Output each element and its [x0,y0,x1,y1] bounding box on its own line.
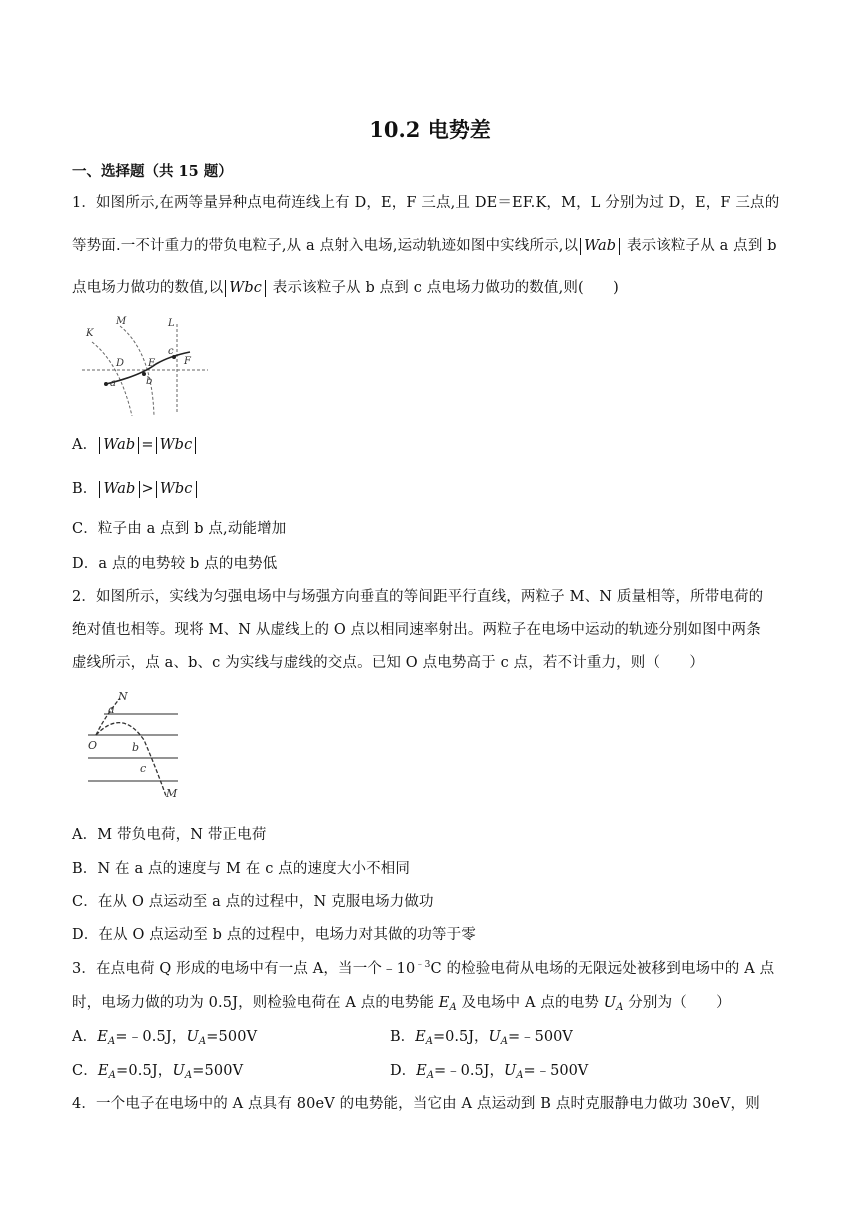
trajectory-m [96,723,166,796]
label-c2: c [140,762,147,775]
point-a [104,382,108,386]
label-d: D [116,358,125,369]
q3-option-a[interactable]: A．$E_A=﹣0.5J$，$U_A=500V$ [72,1029,258,1047]
q2-line-1: 2．如图所示，实线为匀强电场中与场强方向垂直的等间距平行直线，两粒子 M、N 质量相等，所带电荷的 [72,589,764,605]
q1-option-b-prefix: B． [72,481,98,497]
q1-line-2b: 表示该粒子从 a 点到 b [626,238,777,254]
q1-line-2a: 等势面.一不计重力的带负电粒子,从 a 点射入电场,运动轨迹如图中实线所示,以 [72,238,579,254]
q3-option-b[interactable]: B．$E_A=0.5J$，$U_A=﹣500V$ [390,1029,573,1047]
label-e: E [148,358,156,369]
page-title: 10.2 电势差 [369,117,491,142]
q2-option-a[interactable]: A．M 带负电荷，N 带正电荷 [72,827,267,843]
q3-line-1 [72,957,774,978]
wab-abs: Wab [580,238,620,255]
q3-line-2: 时，电场力做的功为 0.5J，则检验电荷在 A 点的电势能 $E_A$ 及电场中 A 点的电势 $U_A$ 分别为（ ） [72,995,731,1013]
q1-option-c[interactable]: C．粒子由 a 点到 b 点,动能增加 [72,521,287,537]
section-heading: 一、选择题（共 15 题） [72,163,233,180]
label-m: M [116,316,127,327]
wbc-abs: Wbc [225,280,266,297]
label-c: c [168,346,174,357]
q3-line-1a: 3．在点电荷 Q 形成的电场中有一点 A，当一个﹣10 [72,961,416,977]
label-m2: M [166,787,178,800]
label-a2: a [108,703,115,716]
q1-line-2 [72,234,777,255]
q1-option-a-relation: = [141,437,154,453]
q1-option-b-relation: > [141,481,154,497]
q1-option-b-wbc: Wbc [156,481,197,498]
label-b: b [146,376,153,387]
label-o: O [88,739,98,752]
q1-line-3 [72,276,619,297]
label-b2: b [132,741,140,754]
q1-option-b-wab: Wab [99,481,139,498]
q3-exponent: ﹣3 [415,960,431,970]
q3-option-c[interactable]: C．$E_A=0.5J$，$U_A=500V$ [72,1063,244,1081]
q1-option-b[interactable] [72,477,199,498]
q1-option-a-wab: Wab [99,437,139,454]
q2-option-d[interactable]: D．在从 O 点运动至 b 点的过程中，电场力对其做的功等于零 [72,927,476,943]
q1-line-3a: 点电场力做功的数值,以 [72,280,224,296]
q3-option-d[interactable]: D．$E_A=﹣0.5J$，$U_A=﹣500V$ [390,1063,589,1081]
label-k: K [86,328,94,339]
q2-field-figure [82,688,182,802]
q2-option-b[interactable]: B．N 在 a 点的速度与 M 在 c 点的速度大小不相同 [72,861,411,877]
label-l: L [168,318,175,329]
q1-line-1: 1．如图所示,在两等量异种点电荷连线上有 D，E，F 三点,且 DE＝EF.K，M，L 分别为过 D，E，F 三点的 [72,195,780,211]
q2-line-3: 虚线所示，点 a、b、c 为实线与虚线的交点。已知 O 点电势高于 c 点，若不计重力，则（ ） [72,655,705,671]
label-a: a [110,378,116,389]
q1-option-a-prefix: A． [72,437,98,453]
q1-equipotential-figure [80,312,212,416]
q1-option-a[interactable] [72,433,198,454]
q1-option-d[interactable]: D．a 点的电势较 b 点的电势低 [72,556,278,572]
q4-line-1: 4．一个电子在电场中的 A 点具有 80eV 的电势能，当它由 A 点运动到 B 点时克服静电力做功 30eV，则 [72,1096,760,1112]
q1-option-a-wbc: Wbc [156,437,197,454]
equipotential-m [120,326,154,416]
label-n: N [118,690,128,703]
q2-line-2: 绝对值也相等。现将 M、N 从虚线上的 O 点以相同速率射出。两粒子在电场中运动的轨迹分别如图中两条 [72,622,761,638]
q3-line-1b: C 的检验电荷从电场的无限远处被移到电场中的 A 点 [430,961,775,977]
q1-line-3b: 表示该粒子从 b 点到 c 点电场力做功的数值,则( ) [272,280,619,296]
label-f: F [184,356,191,367]
q2-option-c[interactable]: C．在从 O 点运动至 a 点的过程中，N 克服电场力做功 [72,894,434,910]
